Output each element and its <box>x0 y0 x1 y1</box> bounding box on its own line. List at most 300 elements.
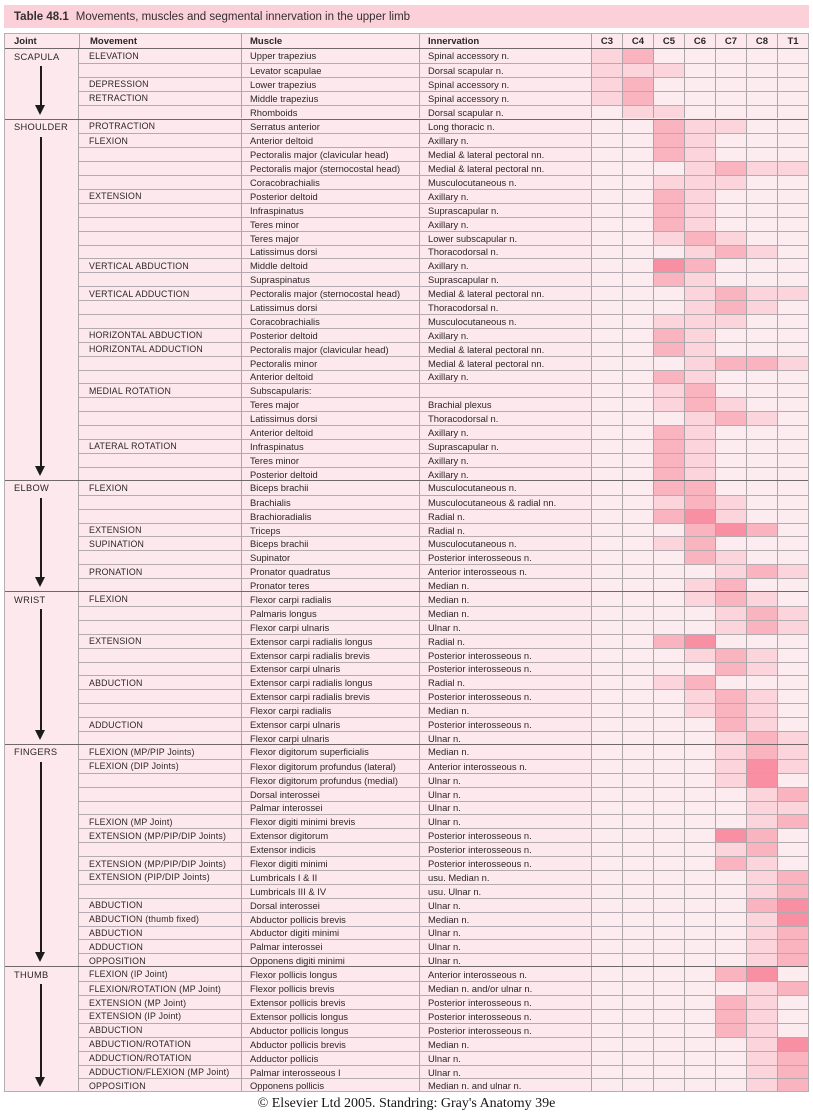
copyright-footer: © Elsevier Ltd 2005. Standring: Gray's Anatomy 39e <box>257 1096 556 1111</box>
innervation-cell: Lower subscapular n. <box>419 232 591 245</box>
table-row <box>79 550 808 564</box>
segment-cell-c5 <box>653 162 684 175</box>
segment-cell-c8 <box>746 843 777 856</box>
movement-cell <box>79 301 241 314</box>
table-row <box>79 49 808 63</box>
segment-cell-c5 <box>653 49 684 63</box>
innervation-cell: Posterior interosseous n. <box>419 829 591 842</box>
muscle-cell: Supraspinatus <box>241 273 419 286</box>
innervation-cell: Axillary n. <box>419 259 591 272</box>
segment-cell-c3 <box>591 829 622 842</box>
segment-cell-c4 <box>622 565 653 578</box>
segment-cell-c5 <box>653 1010 684 1023</box>
segment-cell-c6 <box>684 134 715 147</box>
table-row <box>79 397 808 411</box>
segment-cell-t1 <box>777 440 808 453</box>
muscle-cell: Opponens pollicis <box>241 1079 419 1091</box>
movement-cell <box>79 64 241 77</box>
muscle-cell: Flexor digiti minimi <box>241 857 419 870</box>
segment-cell-c6 <box>684 913 715 926</box>
innervation-cell: Spinal accessory n. <box>419 92 591 105</box>
segment-cell-c4 <box>622 204 653 217</box>
segment-cell-c8 <box>746 954 777 966</box>
segment-cell-c5 <box>653 468 684 480</box>
segment-cell-t1 <box>777 510 808 523</box>
movement-cell <box>79 496 241 509</box>
segment-cell-c4 <box>622 218 653 231</box>
innervation-cell: Ulnar n. <box>419 815 591 828</box>
movement-cell: EXTENSION <box>89 525 142 535</box>
segment-cell-c8 <box>746 592 777 606</box>
innervation-cell: Musculocutaneous n. <box>419 176 591 189</box>
segment-cell-c8 <box>746 1024 777 1037</box>
movement-cell <box>79 232 241 245</box>
innervation-cell: usu. Median n. <box>419 871 591 884</box>
segment-cell-c6 <box>684 996 715 1009</box>
segment-cell-t1 <box>777 357 808 370</box>
segment-cell-t1 <box>777 218 808 231</box>
segment-cell-c3 <box>591 64 622 77</box>
movement-cell <box>79 690 241 703</box>
segment-cell-c3 <box>591 190 622 203</box>
table-row <box>79 662 808 676</box>
segment-cell-c3 <box>591 49 622 63</box>
segment-cell-t1 <box>777 92 808 105</box>
movement-cell: OPPOSITION <box>89 955 146 966</box>
segment-cell-c3 <box>591 273 622 286</box>
segment-cell-t1 <box>777 635 808 648</box>
segment-cell-c4 <box>622 871 653 884</box>
table-row <box>79 523 808 537</box>
segment-cell-c7 <box>715 162 746 175</box>
muscle-cell: Lumbricals III & IV <box>241 885 419 898</box>
movement-cell <box>79 621 241 634</box>
section-thumb <box>5 966 808 1091</box>
segment-cell-t1 <box>777 287 808 300</box>
movement-cell: ADDUCTION <box>89 719 144 730</box>
table-row <box>79 133 808 147</box>
segment-cell-c6 <box>684 440 715 453</box>
segment-cell-c5 <box>653 120 684 134</box>
column-header-c4: C4 <box>622 34 653 48</box>
muscle-cell: Middle deltoid <box>241 259 419 272</box>
segment-cell-c5 <box>653 676 684 689</box>
segment-cell-c8 <box>746 607 777 620</box>
segment-cell-c4 <box>622 704 653 717</box>
movement-cell: SUPINATION <box>89 538 145 549</box>
segment-cell-c5 <box>653 440 684 453</box>
segment-cell-c3 <box>591 551 622 564</box>
segment-cell-c4 <box>622 176 653 189</box>
segment-cell-c7 <box>715 579 746 591</box>
segment-cell-c6 <box>684 732 715 744</box>
segment-cell-c7 <box>715 426 746 439</box>
segment-cell-c5 <box>653 426 684 439</box>
movement-cell: EXTENSION (MP/PIP/DIP Joints) <box>89 858 227 869</box>
segment-cell-c4 <box>622 663 653 676</box>
table-row <box>79 1051 808 1065</box>
innervation-cell: Axillary n. <box>419 371 591 384</box>
segment-cell-c8 <box>746 676 777 689</box>
movement-cell <box>79 551 241 564</box>
table-row <box>79 912 808 926</box>
segment-cell-c3 <box>591 454 622 467</box>
down-arrow-head <box>35 577 45 587</box>
segment-cell-c5 <box>653 315 684 328</box>
table-row <box>79 703 808 717</box>
innervation-cell: Suprascapular n. <box>419 273 591 286</box>
segment-cell-t1 <box>777 232 808 245</box>
table-row <box>79 773 808 787</box>
segment-cell-c7 <box>715 815 746 828</box>
muscle-cell: Triceps <box>241 524 419 537</box>
muscle-cell: Palmaris longus <box>241 607 419 620</box>
segment-cell-c6 <box>684 1010 715 1023</box>
muscle-cell: Abductor pollicis longus <box>241 1024 419 1037</box>
segment-cell-c7 <box>715 301 746 314</box>
segment-cell-t1 <box>777 982 808 995</box>
segment-cell-c8 <box>746 537 777 550</box>
segment-cell-c7 <box>715 565 746 578</box>
segment-cell-c7 <box>715 148 746 161</box>
innervation-cell: Anterior interosseous n. <box>419 760 591 773</box>
segment-cell-c7 <box>715 259 746 272</box>
section-wrist <box>5 591 808 744</box>
segment-cell-c4 <box>622 454 653 467</box>
joint-label: SHOULDER <box>14 122 69 132</box>
segment-cell-c3 <box>591 885 622 898</box>
segment-cell-c4 <box>622 579 653 591</box>
segment-cell-c7 <box>715 315 746 328</box>
segment-cell-c7 <box>715 718 746 731</box>
segment-cell-c7 <box>715 343 746 356</box>
segment-cell-c8 <box>746 1066 777 1079</box>
segment-cell-c3 <box>591 426 622 439</box>
segment-cell-c6 <box>684 496 715 509</box>
segment-cell-c8 <box>746 481 777 495</box>
segment-cell-c4 <box>622 592 653 606</box>
segment-cell-c4 <box>622 510 653 523</box>
movement-cell: RETRACTION <box>89 93 149 104</box>
segment-cell-c5 <box>653 857 684 870</box>
segment-cell-c8 <box>746 815 777 828</box>
segment-cell-t1 <box>777 537 808 550</box>
segment-cell-c3 <box>591 329 622 342</box>
innervation-cell: Ulnar n. <box>419 954 591 966</box>
innervation-cell: Median n. and ulnar n. <box>419 1079 591 1091</box>
segment-cell-c7 <box>715 190 746 203</box>
segment-cell-t1 <box>777 343 808 356</box>
movement-cell: ABDUCTION <box>89 677 143 688</box>
segment-cell-c4 <box>622 857 653 870</box>
segment-cell-c3 <box>591 259 622 272</box>
segment-cell-t1 <box>777 1079 808 1091</box>
segment-cell-c8 <box>746 78 777 91</box>
innervation-cell: Median n. <box>419 913 591 926</box>
movement-cell <box>79 649 241 662</box>
segment-cell-t1 <box>777 857 808 870</box>
segment-cell-c6 <box>684 565 715 578</box>
segment-cell-c4 <box>622 273 653 286</box>
segment-cell-c8 <box>746 871 777 884</box>
table-row <box>79 189 808 203</box>
segment-cell-c6 <box>684 510 715 523</box>
muscle-cell: Latissimus dorsi <box>241 246 419 259</box>
segment-cell-c6 <box>684 78 715 91</box>
muscle-cell: Serratus anterior <box>241 120 419 134</box>
table-row <box>79 120 808 134</box>
segment-cell-c3 <box>591 967 622 981</box>
segment-cell-t1 <box>777 190 808 203</box>
segment-cell-t1 <box>777 690 808 703</box>
innervation-cell: Thoracodorsal n. <box>419 301 591 314</box>
movement-cell <box>79 398 241 411</box>
movement-cell: FLEXION <box>89 135 129 146</box>
muscle-cell: Lumbricals I & II <box>241 871 419 884</box>
segment-cell-c7 <box>715 106 746 119</box>
segment-cell-c7 <box>715 120 746 134</box>
innervation-cell: Spinal accessory n. <box>419 78 591 91</box>
muscle-cell: Abductor pollicis brevis <box>241 913 419 926</box>
table-row <box>79 314 808 328</box>
segment-cell-c4 <box>622 788 653 801</box>
segment-cell-c5 <box>653 954 684 966</box>
table-row <box>79 620 808 634</box>
movement-cell <box>79 843 241 856</box>
innervation-cell: Ulnar n. <box>419 899 591 912</box>
segment-cell-c8 <box>746 510 777 523</box>
segment-cell-c4 <box>622 690 653 703</box>
movement-cell: ABDUCTION <box>89 900 143 911</box>
table-row <box>79 592 808 606</box>
segment-cell-c6 <box>684 718 715 731</box>
segment-cell-c6 <box>684 579 715 591</box>
segment-cell-t1 <box>777 246 808 259</box>
table-caption: Movements, muscles and segmental innervation in the upper limb <box>75 10 411 23</box>
segment-cell-c3 <box>591 690 622 703</box>
segment-cell-c3 <box>591 649 622 662</box>
joint-cell <box>5 592 79 744</box>
segment-cell-c5 <box>653 565 684 578</box>
segment-cell-c7 <box>715 967 746 981</box>
table-row <box>79 856 808 870</box>
muscle-cell: Coracobrachialis <box>241 176 419 189</box>
innervation-cell: Posterior interosseous n. <box>419 551 591 564</box>
segment-cell-c4 <box>622 468 653 480</box>
segment-cell-c6 <box>684 537 715 550</box>
segment-cell-t1 <box>777 78 808 91</box>
table-row <box>79 884 808 898</box>
segment-cell-c5 <box>653 649 684 662</box>
segment-cell-c4 <box>622 843 653 856</box>
segment-cell-c3 <box>591 718 622 731</box>
segment-cell-c8 <box>746 649 777 662</box>
segment-cell-c3 <box>591 913 622 926</box>
segment-cell-c5 <box>653 663 684 676</box>
segment-cell-c6 <box>684 1052 715 1065</box>
segment-cell-t1 <box>777 315 808 328</box>
muscle-cell: Brachioradialis <box>241 510 419 523</box>
innervation-cell: Axillary n. <box>419 190 591 203</box>
segment-cell-c6 <box>684 64 715 77</box>
segment-cell-c3 <box>591 315 622 328</box>
segment-cell-c3 <box>591 106 622 119</box>
segment-cell-c8 <box>746 1038 777 1051</box>
innervation-cell: Axillary n. <box>419 329 591 342</box>
segment-cell-c6 <box>684 829 715 842</box>
segment-cell-c5 <box>653 329 684 342</box>
segment-cell-c5 <box>653 690 684 703</box>
muscle-cell: Flexor digitorum profundus (lateral) <box>241 760 419 773</box>
segment-cell-c4 <box>622 1024 653 1037</box>
segment-cell-c6 <box>684 329 715 342</box>
segment-cell-c5 <box>653 106 684 119</box>
table-row <box>79 731 808 744</box>
segment-cell-c7 <box>715 218 746 231</box>
segment-cell-c6 <box>684 899 715 912</box>
innervation-cell: Musculocutaneous n. <box>419 481 591 495</box>
innervation-cell: Median n. and/or ulnar n. <box>419 982 591 995</box>
movement-cell <box>79 579 241 591</box>
segment-cell-c7 <box>715 481 746 495</box>
innervation-cell: Posterior interosseous n. <box>419 1010 591 1023</box>
muscle-cell: Extensor digitorum <box>241 829 419 842</box>
segment-cell-c8 <box>746 120 777 134</box>
segment-cell-c7 <box>715 412 746 425</box>
segment-cell-c5 <box>653 496 684 509</box>
segment-cell-c7 <box>715 704 746 717</box>
segment-cell-t1 <box>777 940 808 953</box>
movement-cell: PRONATION <box>89 566 143 577</box>
table-row <box>79 759 808 773</box>
movement-cell: FLEXION (MP Joint) <box>89 816 173 827</box>
innervation-cell: Musculocutaneous & radial nn. <box>419 496 591 509</box>
segment-cell-c5 <box>653 384 684 397</box>
movement-cell: FLEXION (MP/PIP Joints) <box>89 746 195 757</box>
segment-cell-t1 <box>777 134 808 147</box>
segment-cell-c5 <box>653 967 684 981</box>
table-header-row <box>5 34 808 49</box>
segment-cell-c6 <box>684 343 715 356</box>
segment-cell-c8 <box>746 927 777 940</box>
segment-cell-c8 <box>746 329 777 342</box>
segment-cell-c5 <box>653 343 684 356</box>
muscle-cell: Adductor pollicis <box>241 1052 419 1065</box>
segment-cell-c5 <box>653 1052 684 1065</box>
muscle-cell: Extensor carpi radialis brevis <box>241 690 419 703</box>
table-row <box>79 272 808 286</box>
muscle-cell: Flexor digitorum superficialis <box>241 745 419 759</box>
segment-cell-c5 <box>653 802 684 815</box>
segment-cell-c5 <box>653 788 684 801</box>
movement-cell <box>79 774 241 787</box>
joint-cell <box>5 745 79 966</box>
muscle-cell: Dorsal interossei <box>241 788 419 801</box>
table-row <box>79 300 808 314</box>
muscle-cell: Brachialis <box>241 496 419 509</box>
muscle-cell: Biceps brachii <box>241 481 419 495</box>
section-rows <box>79 967 808 1091</box>
segment-cell-t1 <box>777 64 808 77</box>
joint-label: THUMB <box>14 969 49 980</box>
segment-cell-c5 <box>653 815 684 828</box>
muscle-cell: Extensor carpi ulnaris <box>241 718 419 731</box>
section-rows <box>79 49 808 118</box>
segment-cell-c5 <box>653 357 684 370</box>
segment-cell-c7 <box>715 857 746 870</box>
table-row <box>79 439 808 453</box>
segment-cell-c4 <box>622 829 653 842</box>
table-row <box>79 1009 808 1023</box>
segment-cell-c6 <box>684 927 715 940</box>
segment-cell-c5 <box>653 885 684 898</box>
innervation-cell: Medial & lateral pectoral nn. <box>419 287 591 300</box>
movement-cell: OPPOSITION <box>89 1080 146 1091</box>
movement-cell: ABDUCTION (thumb fixed) <box>89 914 200 925</box>
table-row <box>79 383 808 397</box>
section-fingers <box>5 744 808 966</box>
segment-cell-t1 <box>777 760 808 773</box>
segment-cell-c7 <box>715 676 746 689</box>
muscle-cell: Posterior deltoid <box>241 468 419 480</box>
table-row <box>79 606 808 620</box>
segment-cell-t1 <box>777 954 808 966</box>
muscle-cell: Palmar interossei <box>241 802 419 815</box>
segment-cell-c6 <box>684 426 715 439</box>
down-arrow-shaft <box>40 762 42 953</box>
innervation-cell: Median n. <box>419 579 591 591</box>
segment-cell-c7 <box>715 607 746 620</box>
segment-cell-c6 <box>684 871 715 884</box>
segment-cell-t1 <box>777 996 808 1009</box>
muscle-cell: Teres major <box>241 398 419 411</box>
segment-cell-c5 <box>653 412 684 425</box>
segment-cell-c7 <box>715 551 746 564</box>
segment-cell-t1 <box>777 913 808 926</box>
table-row <box>79 481 808 495</box>
segment-cell-t1 <box>777 301 808 314</box>
segment-cell-c3 <box>591 760 622 773</box>
muscle-cell: Flexor carpi radialis <box>241 704 419 717</box>
segment-cell-t1 <box>777 788 808 801</box>
segment-cell-c4 <box>622 78 653 91</box>
segment-cell-t1 <box>777 49 808 63</box>
muscle-cell: Teres major <box>241 232 419 245</box>
joint-label: ELBOW <box>14 483 50 494</box>
table-body <box>5 49 808 1091</box>
muscle-cell: Flexor pollicis longus <box>241 967 419 981</box>
segment-cell-c6 <box>684 802 715 815</box>
segment-cell-c4 <box>622 1066 653 1079</box>
segment-cell-t1 <box>777 676 808 689</box>
segment-cell-c7 <box>715 885 746 898</box>
segment-cell-c6 <box>684 621 715 634</box>
segment-cell-c4 <box>622 357 653 370</box>
muscle-cell: Pronator quadratus <box>241 565 419 578</box>
table-row <box>79 63 808 77</box>
movement-cell <box>79 148 241 161</box>
movement-cell: VERTICAL ABDUCTION <box>89 260 189 271</box>
segment-cell-c7 <box>715 134 746 147</box>
segment-cell-c6 <box>684 218 715 231</box>
muscle-cell: Pectoralis major (clavicular head) <box>241 343 419 356</box>
segment-cell-c6 <box>684 954 715 966</box>
table-row <box>79 898 808 912</box>
table-row <box>79 328 808 342</box>
segment-cell-c6 <box>684 246 715 259</box>
segment-cell-c5 <box>653 232 684 245</box>
segment-cell-c8 <box>746 273 777 286</box>
